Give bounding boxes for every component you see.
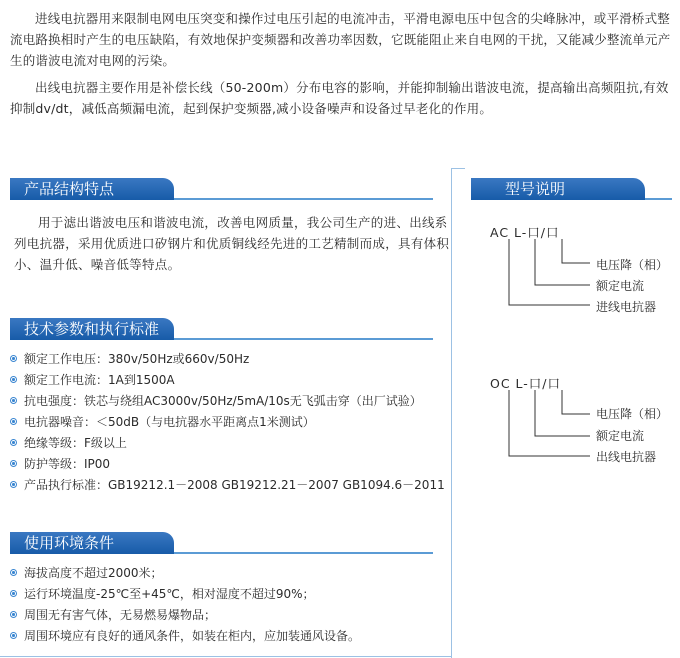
column-divider xyxy=(451,168,452,658)
structure-section-header xyxy=(10,176,433,200)
list-item xyxy=(10,626,360,647)
list-item xyxy=(10,454,445,475)
tech-spec-list xyxy=(10,349,445,496)
env-altitude: 海拔高度不超过2000米； xyxy=(24,566,163,580)
bullet-icon xyxy=(10,569,17,576)
bullet-icon xyxy=(10,481,17,488)
bullet-icon xyxy=(10,418,17,425)
list-item xyxy=(10,563,360,584)
env-ventilation: 周围环境应有良好的通风条件，如装在柜内，应加装通风设备。 xyxy=(24,629,361,643)
model-diagram-oc xyxy=(490,374,670,464)
structure-line-2: 列电抗器，采用优质进口矽钢片和优质铜线经先进的工艺精制而成，具有体积 xyxy=(14,236,450,251)
model-code-ac: AC L-口/口 xyxy=(490,225,560,240)
model-oc-name-label: 出线电抗器 xyxy=(596,450,657,464)
spec-noise: 电抗器噪音：＜50dB（与电抗器水平距离点1米测试） xyxy=(24,415,315,429)
intro-text xyxy=(10,8,672,129)
model-section-header xyxy=(471,176,672,200)
list-item xyxy=(10,433,445,454)
spec-insulation-class: 绝缘等级：F级以上 xyxy=(24,436,127,450)
structure-section-title: 产品结构特点 xyxy=(10,178,174,200)
structure-line-1: 用于滤出谐波电压和谐波电流，改善电网质量，我公司生产的进、出线系 xyxy=(38,215,448,230)
bullet-icon xyxy=(10,376,17,383)
spec-dielectric-strength: 抗电强度：铁芯与绕组AC3000v/50Hz/5mA/10s无飞弧击穿（出厂试验） xyxy=(24,394,422,408)
model-ac-voltage-label: 电压降（相） xyxy=(596,258,669,272)
intro-paragraph-2: 出线电抗器主要作用是补偿长线（50-200m）分布电容的影响，并能抑制输出谐波电流，提高输出高频阻抗,有效抑制dv/dt，减低高频漏电流，起到保护变频器,减小设备噪声和设备过早老化的作用。 xyxy=(10,80,669,116)
column-divider-corner xyxy=(451,168,465,169)
model-diagram-ac xyxy=(490,223,670,313)
model-code-oc: OC L-口/口 xyxy=(490,376,562,391)
spec-rated-current: 额定工作电流：1A到1500A xyxy=(24,373,175,387)
intro-paragraph-1: 进线电抗器用来限制电网电压突变和操作过电压引起的电流冲击，平滑电源电压中包含的尖峰脉冲，或平滑桥式整流电路换相时产生的电压缺陷，有效地保护变频器和改善功率因数，它既能阻止来自电网的干扰，又能减少整流单元产生的谐波电流对电网的污染。 xyxy=(10,11,671,68)
spec-rated-voltage: 额定工作电压：380v/50Hz或660v/50Hz xyxy=(24,352,250,366)
structure-line-3: 小、温升低、噪音低等特点。 xyxy=(14,257,181,272)
bullet-icon xyxy=(10,611,17,618)
spec-protection-class: 防护等级：IP00 xyxy=(24,457,111,471)
list-item xyxy=(10,391,445,412)
env-section-title: 使用环境条件 xyxy=(10,532,174,554)
model-section-title: 型号说明 xyxy=(471,178,645,200)
list-item xyxy=(10,475,445,496)
model-ac-name-label: 进线电抗器 xyxy=(596,300,657,314)
spec-standards: 产品执行标准：GB19212.1－2008 GB19212.21－2007 GB1094.6－2011 xyxy=(24,478,445,492)
bullet-icon xyxy=(10,632,17,639)
list-item xyxy=(10,605,360,626)
model-oc-voltage-label: 电压降（相） xyxy=(596,407,669,421)
env-condition-list xyxy=(10,563,360,647)
structure-paragraph xyxy=(14,212,450,275)
env-temperature: 运行环境温度-25℃至+45℃，相对湿度不超过90%； xyxy=(24,587,315,601)
tech-section-title: 技术参数和执行标准 xyxy=(10,318,174,340)
env-gas: 周围无有害气体，无易燃易爆物品； xyxy=(24,608,217,622)
bottom-divider xyxy=(0,656,451,657)
bullet-icon xyxy=(10,355,17,362)
bullet-icon xyxy=(10,590,17,597)
model-oc-current-label: 额定电流 xyxy=(596,429,645,443)
env-section-header xyxy=(10,530,433,554)
list-item xyxy=(10,370,445,391)
bullet-icon xyxy=(10,397,17,404)
list-item xyxy=(10,349,445,370)
bullet-icon xyxy=(10,439,17,446)
list-item xyxy=(10,584,360,605)
model-ac-current-label: 额定电流 xyxy=(596,279,645,293)
tech-section-header xyxy=(10,316,433,340)
bullet-icon xyxy=(10,460,17,467)
list-item xyxy=(10,412,445,433)
